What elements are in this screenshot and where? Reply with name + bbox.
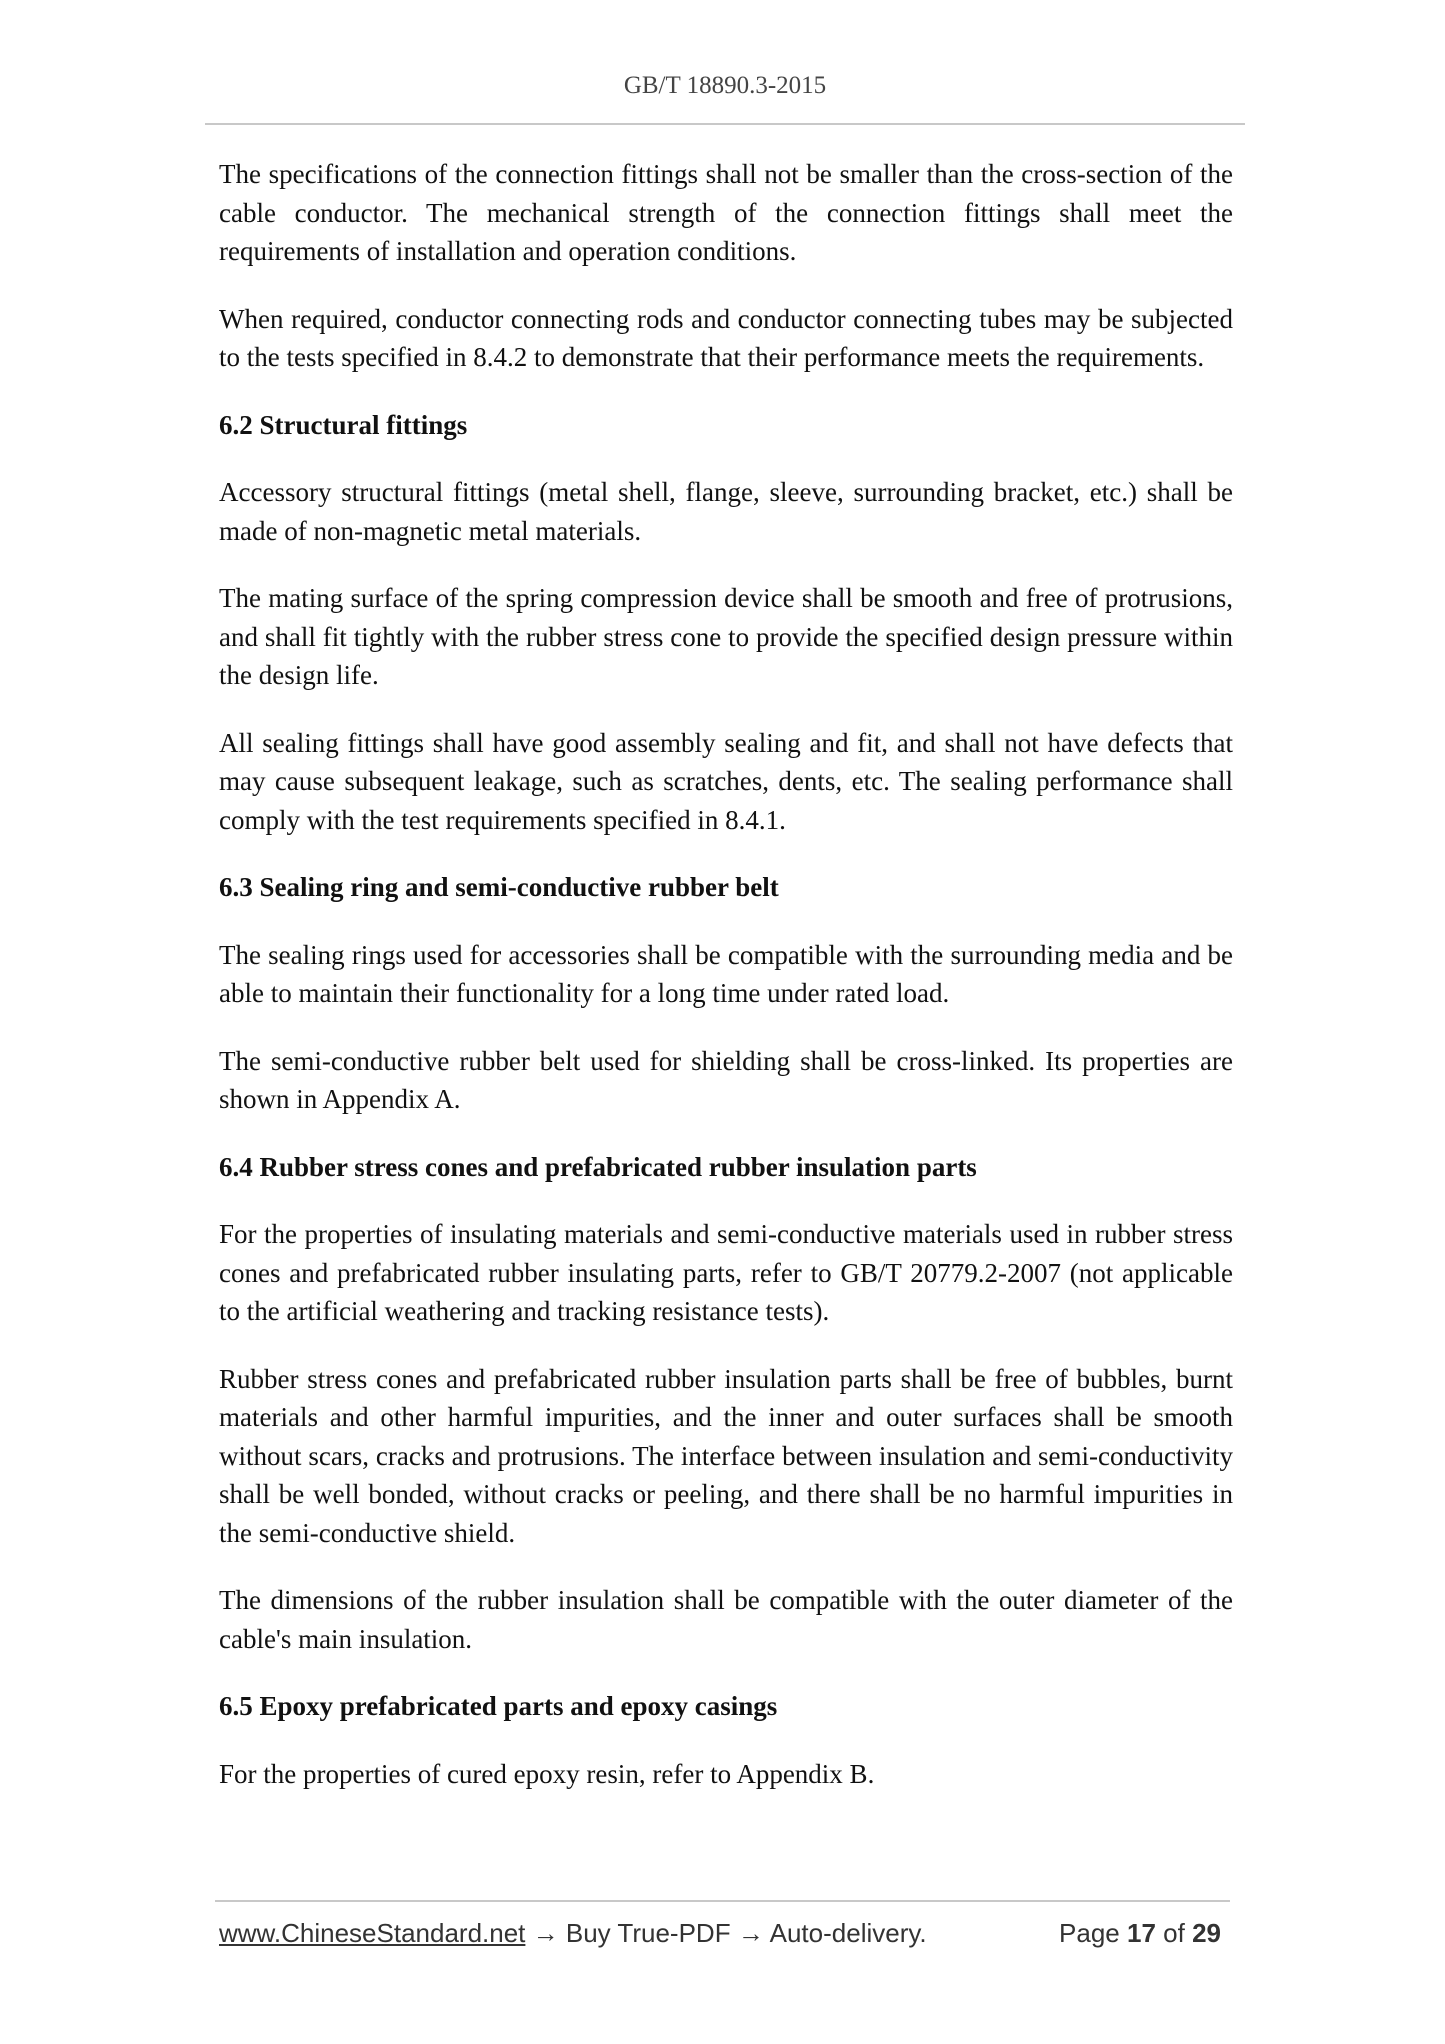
page-body xyxy=(219,155,1233,1822)
header-divider xyxy=(205,123,1245,125)
heading-6-3: 6.3 Sealing ring and semi-conductive rubber belt xyxy=(219,872,779,902)
page-footer xyxy=(219,1918,1229,1954)
auto-delivery-text: Auto-delivery. xyxy=(769,1918,927,1948)
footer-promo xyxy=(219,1918,927,1949)
paragraph-spring-compression: The mating surface of the spring compression device shall be smooth and free of protrusions, and shall fit tightly with the rubber stress cone to provide the specified design pressure within the design life. xyxy=(219,583,1233,690)
paragraph-epoxy-resin: For the properties of cured epoxy resin, refer to Appendix B. xyxy=(219,1758,875,1789)
paragraph-sealing-rings: The sealing rings used for accessories shall be compatible with the surrounding media and be able to maintain their functionality for a long time under rated load. xyxy=(219,939,1233,1008)
arrow-right-icon: → xyxy=(532,1918,559,1948)
footer-divider xyxy=(215,1900,1230,1902)
paragraph-rubber-dimensions: The dimensions of the rubber insulation shall be compatible with the outer diameter of the cable's main insulation. xyxy=(219,1585,1233,1654)
document-header xyxy=(205,72,1245,100)
paragraph-conductor-tests: When required, conductor connecting rods and conductor connecting tubes may be subjected to the tests specified in 8.4.2 to demonstrate that their performance meets the requirements. xyxy=(219,303,1233,372)
chinesestandard-link[interactable]: www.ChineseStandard.net xyxy=(219,1918,526,1948)
buy-true-pdf-text: Buy True-PDF xyxy=(565,1918,731,1948)
paragraph-semi-conductive-belt: The semi-conductive rubber belt used for shielding shall be cross-linked. Its properties are shown in Appendix A. xyxy=(219,1045,1233,1114)
arrow-right-icon: → xyxy=(737,1918,764,1948)
page-number xyxy=(1059,1918,1221,1949)
total-pages: 29 xyxy=(1192,1918,1221,1948)
paragraph-connection-fittings-spec: The specifications of the connection fittings shall not be smaller than the cross-section of the cable conductor. The mechanical strength of the connection fittings shall meet the requirements of installation and operation conditions. xyxy=(219,159,1233,266)
heading-6-2: 6.2 Structural fittings xyxy=(219,409,468,440)
current-page: 17 xyxy=(1127,1918,1156,1948)
standard-number: GB/T 18890.3-2015 xyxy=(623,72,827,99)
paragraph-rubber-defects: Rubber stress cones and prefabricated rubber insulation parts shall be free of bubbles, burnt materials and other harmful impurities, and the inner and outer surfaces shall be smooth without scars, cracks and protrusions. The interface between insulation and semi-conductivity shall be well bonded, without cracks or peeling, and there shall be no harmful impurities in the semi-conductive shield. xyxy=(219,1363,1233,1548)
heading-6-4: 6.4 Rubber stress cones and prefabricated rubber insulation parts xyxy=(219,1151,977,1182)
paragraph-sealing-fittings: All sealing fittings shall have good assembly sealing and fit, and shall not have defects that may cause subsequent leakage, such as scratches, dents, etc. The sealing performance shall comply with the test requirements specified in 8.4.1. xyxy=(219,727,1233,835)
heading-6-5: 6.5 Epoxy prefabricated parts and epoxy casings xyxy=(219,1691,778,1721)
page-label: Page xyxy=(1059,1918,1120,1948)
paragraph-insulating-materials: For the properties of insulating materials and semi-conductive materials used in rubber stress cones and prefabricated rubber insulating parts, refer to GB/T 20779.2-2007 (not applicable to the artificial weathering and tracking resistance tests). xyxy=(219,1219,1233,1326)
paragraph-structural-materials: Accessory structural fittings (metal shell, flange, sleeve, surrounding bracket, etc.) shall be made of non-magnetic metal materials. xyxy=(219,477,1233,546)
of-label: of xyxy=(1163,1918,1185,1948)
